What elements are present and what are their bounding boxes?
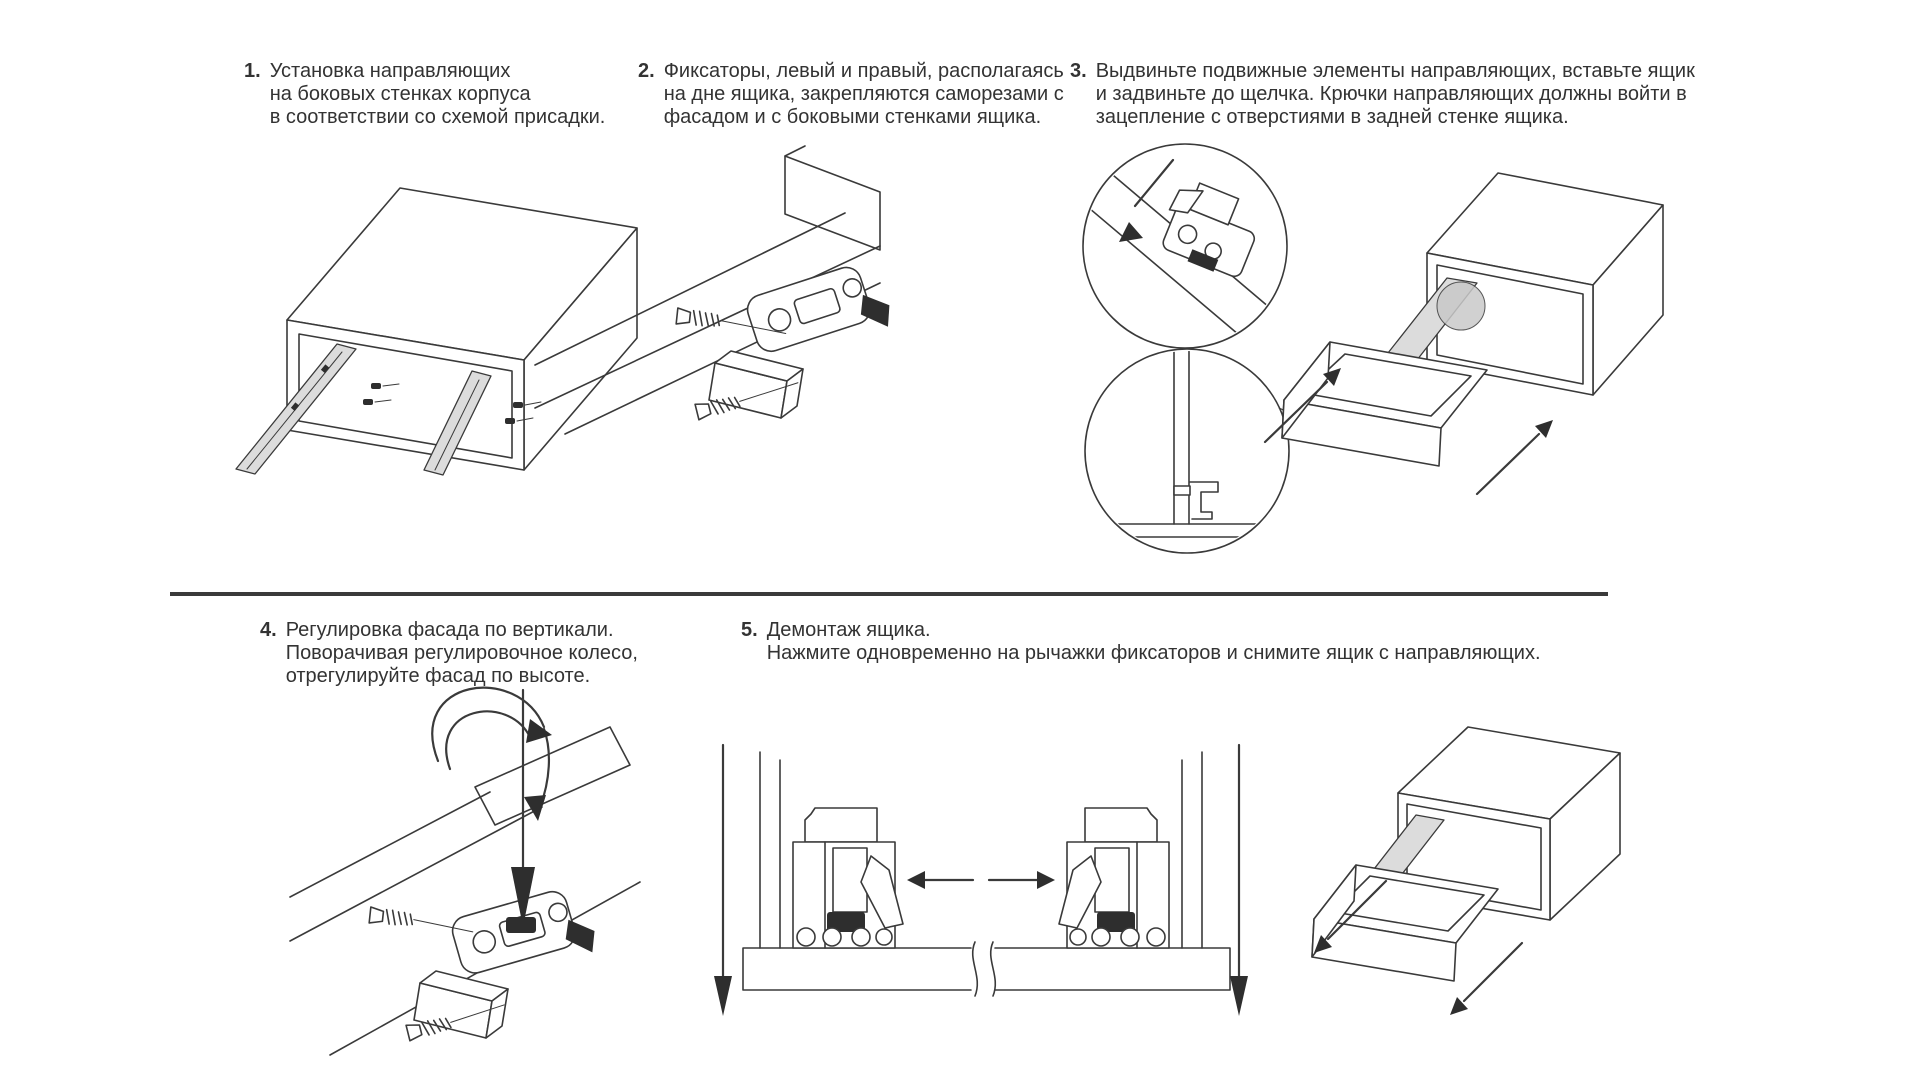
step1-number: 1. [244, 60, 261, 82]
step1-line: Установка направляющих [269, 60, 511, 82]
step5-illustration-drawer-removal [1290, 715, 1680, 1035]
step4-line: отрегулируйте фасад по высоте. [285, 665, 591, 687]
step1-line: на боковых стенках корпуса [269, 83, 531, 105]
step3-line: и задвиньте до щелчка. Крючки направляющих должны войти в [1095, 83, 1687, 105]
step2-line: Фиксаторы, левый и правый, располагаясь [663, 60, 1064, 82]
step1-line: в соответствии со схемой присадки. [269, 106, 606, 128]
step5-line: Демонтаж ящика. [766, 619, 931, 641]
step3-line: Выдвиньте подвижные элементы направляющих, вставьте ящик [1095, 60, 1695, 82]
step5-illustration-latches-front [575, 690, 1275, 1060]
step2-line: на дне ящика, закрепляются саморезами с [663, 83, 1064, 105]
step4-line: Поворачивая регулировочное колесо, [285, 642, 638, 664]
step1-text [244, 60, 605, 129]
step4-number: 4. [260, 619, 277, 641]
step2-illustration-latch-screws [535, 150, 880, 435]
step5-line: Нажмите одновременно на рычажки фиксаторов и снимите ящик с направляющих. [766, 642, 1541, 664]
step3-illustration-circles-insertion [875, 110, 1875, 570]
step2-number: 2. [638, 60, 655, 82]
step4-line: Регулировка фасада по вертикали. [285, 619, 614, 641]
step3-line: зацепление с отверстиями в задней стенке ящика. [1095, 106, 1569, 128]
step3-number: 3. [1070, 60, 1087, 82]
step5-number: 5. [741, 619, 758, 641]
step5-text [741, 619, 1541, 665]
section-divider [170, 592, 1608, 596]
step2-line: фасадом и с боковыми стенками ящика. [663, 106, 1042, 128]
